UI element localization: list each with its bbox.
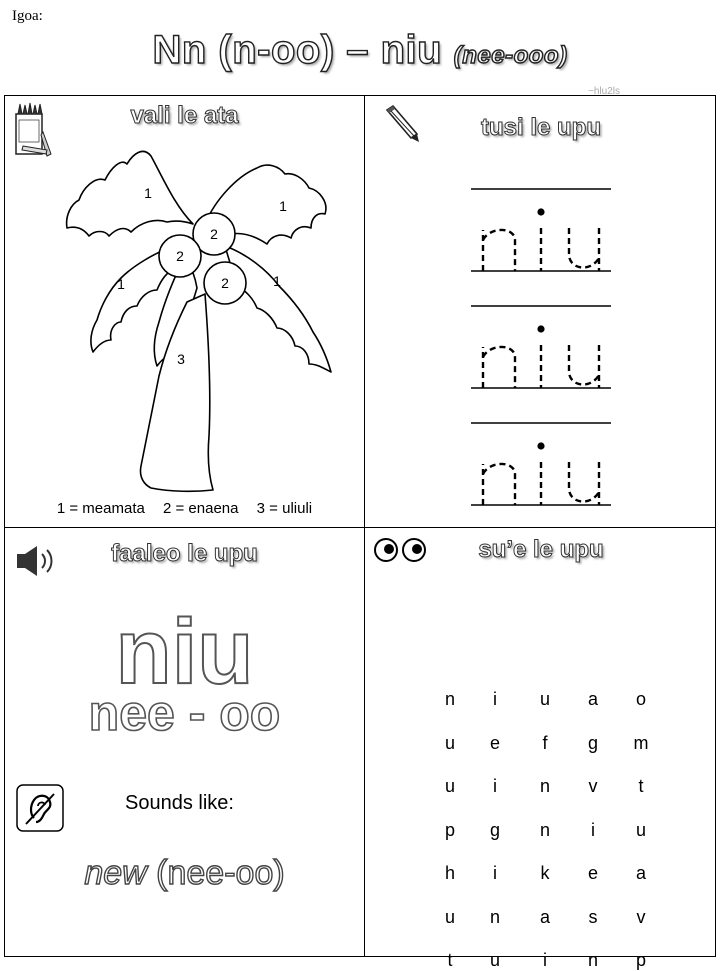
coconut-number: 2 bbox=[221, 275, 229, 291]
legend-item: 1 = meamata bbox=[56, 500, 145, 517]
word-search-letter[interactable]: t bbox=[447, 950, 453, 970]
word-search-letter[interactable]: u bbox=[539, 689, 550, 709]
word-search-letter[interactable]: i bbox=[591, 819, 595, 840]
word-search-letter[interactable]: a bbox=[587, 689, 598, 709]
frond-number: 1 bbox=[273, 273, 281, 289]
word-search-letter[interactable]: v bbox=[588, 776, 598, 796]
name-label: Igoa: bbox=[12, 8, 43, 24]
legend-item: 3 = uliuli bbox=[256, 500, 313, 517]
ear-icon bbox=[16, 784, 64, 832]
page-title bbox=[0, 28, 720, 73]
word-search-letter[interactable]: n bbox=[489, 906, 500, 927]
word-search-letter[interactable]: i bbox=[493, 863, 497, 883]
word-search-letter[interactable]: n bbox=[444, 689, 455, 709]
frond-number: 1 bbox=[144, 185, 152, 201]
word-search-letter[interactable]: s bbox=[588, 906, 598, 927]
palm-tree-drawing bbox=[5, 96, 364, 527]
word-search-letter[interactable]: h bbox=[444, 863, 455, 883]
word-search-letter[interactable]: i bbox=[543, 950, 547, 970]
word-search-letter[interactable]: e bbox=[489, 732, 500, 753]
word-search-letter[interactable]: n bbox=[539, 776, 550, 796]
word-search-letter[interactable]: u bbox=[444, 732, 455, 753]
frond-number: 1 bbox=[117, 276, 125, 292]
say-panel-title: faaleo le upu bbox=[111, 540, 258, 567]
word-search-letter[interactable]: e bbox=[587, 863, 598, 883]
sounds-like-example bbox=[5, 854, 364, 893]
word-search-letter[interactable]: u bbox=[489, 950, 500, 970]
word-search-letter[interactable]: u bbox=[444, 906, 455, 927]
word-search-letter[interactable]: f bbox=[542, 732, 548, 753]
word-search-letter[interactable]: u bbox=[444, 776, 455, 796]
word-search-letter[interactable]: m bbox=[633, 732, 649, 753]
word-search-letter[interactable]: g bbox=[587, 732, 598, 753]
sounds-like-label: Sounds like: bbox=[125, 792, 234, 814]
find-panel-title: su’e le upu bbox=[478, 536, 604, 563]
trace-row bbox=[471, 189, 611, 271]
word-search-letter[interactable]: i bbox=[493, 776, 497, 796]
display-pronunciation: nee - oo bbox=[88, 685, 281, 741]
word-search-letter[interactable]: n bbox=[587, 950, 598, 970]
color-panel bbox=[5, 96, 364, 527]
word-search-letter[interactable]: a bbox=[539, 906, 550, 927]
legend-item: 2 = enaena bbox=[163, 500, 239, 517]
example-pronunciation: (nee-oo) bbox=[156, 854, 285, 892]
coconut-number: 2 bbox=[176, 248, 184, 264]
word-search-letter[interactable]: i bbox=[493, 689, 497, 709]
coconut-number: 2 bbox=[210, 226, 218, 242]
word-search-letter[interactable]: p bbox=[635, 950, 646, 970]
tracing-area bbox=[365, 96, 717, 527]
word-search-letter[interactable]: a bbox=[635, 863, 646, 883]
write-panel bbox=[365, 96, 717, 527]
word-search-letter[interactable]: k bbox=[540, 863, 550, 883]
title-text: Nn (n-oo) – niu bbox=[152, 28, 443, 72]
example-word: new bbox=[84, 854, 147, 892]
title-pronunciation: (nee-ooo) bbox=[453, 42, 568, 69]
color-panel-title: vali le ata bbox=[130, 102, 239, 129]
word-search-letter[interactable]: t bbox=[638, 776, 644, 796]
credit: ~hlu2ls bbox=[588, 86, 620, 97]
word-search-letter[interactable]: n bbox=[539, 819, 550, 840]
find-panel bbox=[365, 528, 717, 970]
say-panel bbox=[5, 528, 364, 958]
frond-number: 1 bbox=[279, 198, 287, 214]
trunk-number: 3 bbox=[177, 351, 185, 367]
word-search-letter[interactable]: u bbox=[635, 819, 646, 840]
word-search-letter[interactable]: p bbox=[444, 819, 455, 840]
write-panel-title: tusi le upu bbox=[481, 114, 601, 141]
word-search-letter[interactable]: g bbox=[489, 819, 500, 840]
color-legend bbox=[5, 500, 364, 517]
display-word: niu bbox=[115, 601, 254, 703]
word-search-letter[interactable]: o bbox=[635, 689, 646, 709]
worksheet-grid bbox=[4, 95, 716, 970]
word-search-letter[interactable]: v bbox=[636, 906, 646, 927]
